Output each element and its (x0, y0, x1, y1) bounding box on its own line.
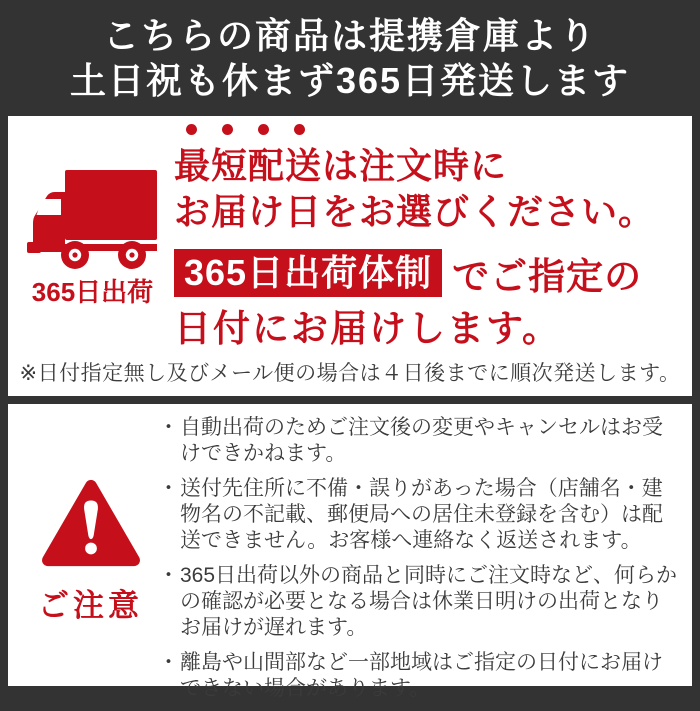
shipping-headline-line1: 最短配送は注文時に (174, 145, 508, 186)
shipping-panel (8, 116, 692, 396)
shipping-note: ※日付指定無し及びメール便の場合は４日後までに順次発送します。 (19, 362, 681, 385)
top-banner-line1: こちらの商品は提携倉庫より (102, 15, 597, 56)
caution-column (28, 476, 153, 625)
caution-bullet-text: 送付先住所に不備・誤りがあった場合（店舗名・建物名の不記載、郵便局への居住未登録を含む）は配送できません。お客様へ連絡なく返送されます。 (180, 477, 663, 552)
shipping-text-column (174, 124, 684, 354)
top-banner (0, 0, 700, 116)
caution-bullet-item (158, 476, 680, 554)
caution-bullet-item (158, 650, 680, 702)
emphasis-dot (294, 124, 305, 135)
caution-bullet-text: 自動出荷のためご注文後の変更やキャンセルはお受けできかねます。 (180, 416, 663, 465)
delivery-truck-icon (20, 166, 165, 270)
highlight-badge: 365日出荷体制 (174, 249, 442, 297)
caution-panel (8, 404, 692, 700)
truck-label: 365日出荷 (31, 277, 154, 307)
caution-bullet-text: 離島や山間部など一部地域はご指定の日付にお届けできない場合があります。 (180, 651, 663, 700)
truck-column (20, 166, 165, 309)
bullet-marker: ・ (158, 564, 179, 587)
warning-triangle-icon (28, 476, 153, 570)
caution-label: ご注意 (38, 588, 143, 623)
highlight-suffix: でご指定の (452, 256, 643, 297)
caution-bullet-text: 365日出荷以外の商品と同時にご注文時など、何らかの確認が必要となる場合は休業日明けの出荷となりお届けが遅れます。 (180, 564, 678, 639)
bullet-marker: ・ (158, 651, 179, 674)
caution-bullet-item (158, 563, 680, 641)
top-banner-line2: 土日祝も休まず365日発送します (69, 60, 631, 101)
caution-bullet-item (158, 415, 680, 467)
shipping-headline-line2: お届け日をお選びください。 (174, 191, 656, 232)
shipping-headline-line3 (174, 249, 684, 297)
emphasis-dot (222, 124, 233, 135)
emphasis-dot (186, 124, 197, 135)
emphasis-dots (186, 124, 684, 135)
bullet-marker: ・ (158, 416, 179, 439)
caution-bullet-list (158, 415, 680, 711)
emphasis-dot (258, 124, 269, 135)
shipping-headline-line4: 日付にお届けします。 (174, 308, 562, 349)
bullet-marker: ・ (158, 477, 179, 500)
